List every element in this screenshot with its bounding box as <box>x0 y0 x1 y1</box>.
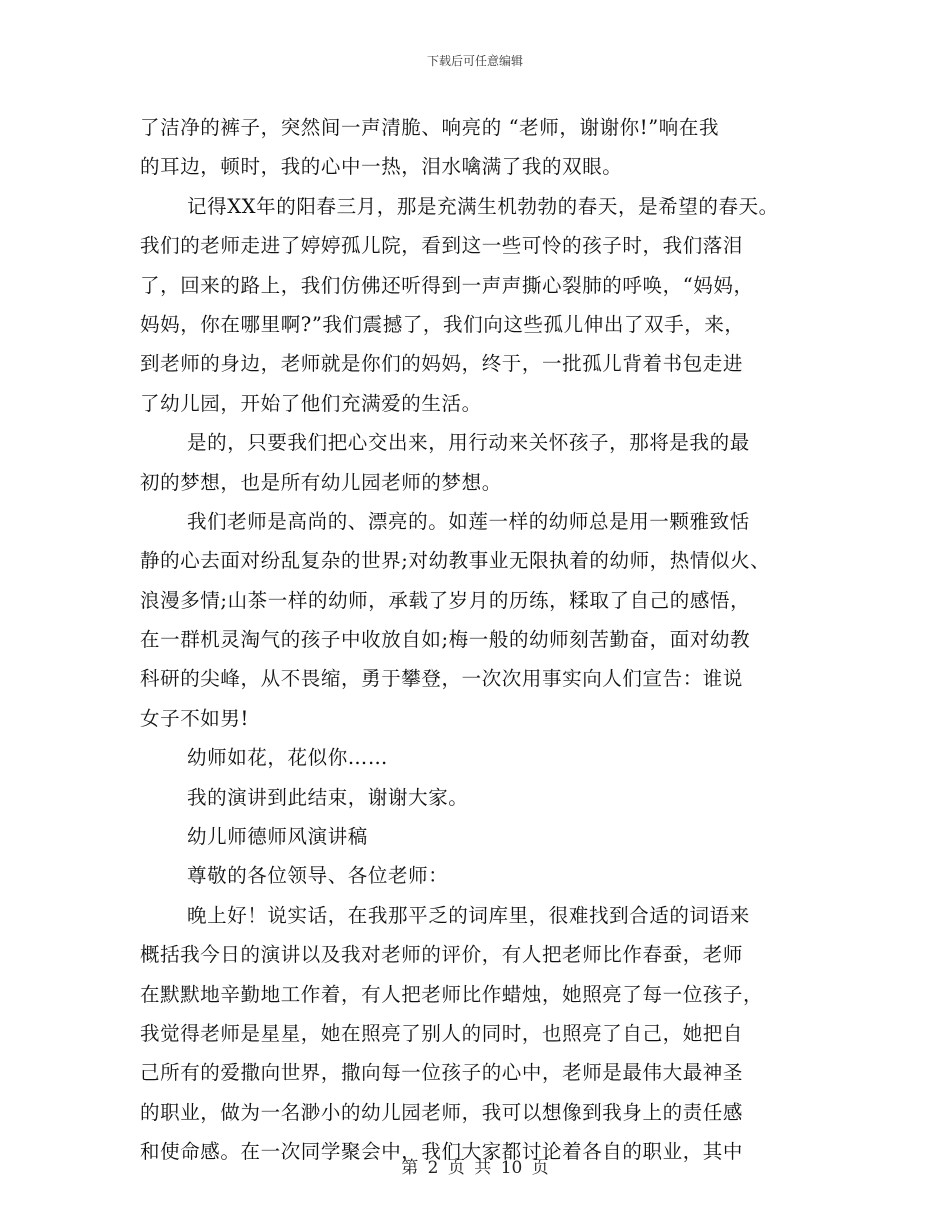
page-header: 下载后可任意编辑 <box>426 54 523 68</box>
text-line: 概括我今日的演讲以及我对老师的评价，有人把老师比作春蚕，老师 <box>140 943 744 967</box>
text-line: 女子不如男! <box>140 706 249 730</box>
text-line: 我的演讲到此结束，谢谢大家。 <box>187 785 469 809</box>
document-body <box>140 108 830 1172</box>
text-line: 科研的尖峰，从不畏缩，勇于攀登，一次次用事实向人们宣告：谁说 <box>140 667 744 691</box>
text-line: 尊敬的各位领导、各位老师： <box>187 864 449 888</box>
text-line: 在一群机灵淘气的孩子中收放自如;梅一般的幼师刻苦勤奋，面对幼教 <box>140 628 751 652</box>
text-line: 晚上好！说实话，在我那平乏的词库里，很难找到合适的词语来 <box>187 903 750 927</box>
text-line: 是的，只要我们把心交出来，用行动来关怀孩子，那将是我的最 <box>187 431 750 455</box>
text-line: 到老师的身边，老师就是你们的妈妈，终于，一批孤儿背着书包走进 <box>140 352 744 376</box>
text-line: 了洁净的裤子，突然间一声清脆、响亮的 “老师，谢谢你!”响在我 <box>140 116 720 139</box>
text-line: 妈妈，你在哪里啊?”我们震撼了，我们向这些孤儿伸出了双手，来， <box>140 312 745 336</box>
text-line: 初的梦想，也是所有幼儿园老师的梦想。 <box>140 470 502 494</box>
text-line: 幼师如花，花似你…… <box>187 746 389 770</box>
text-line: 我们老师是高尚的、漂亮的。如莲一样的幼师总是用一颗雅致恬 <box>187 509 750 533</box>
text-line: 己所有的爱撒向世界，撒向每一位孩子的心中，老师是最伟大最神圣 <box>140 1061 744 1085</box>
text-line: 我觉得老师是星星，她在照亮了别人的同时，也照亮了自己，她把自 <box>140 1021 744 1045</box>
text-line: 我们的老师走进了婷婷孤儿院，看到这一些可怜的孩子时，我们落泪 <box>140 234 744 258</box>
text-line: 的耳边，顿时，我的心中一热，泪水噙满了我的双眼。 <box>140 155 623 179</box>
text-line: 了，回来的路上，我们仿佛还听得到一声声撕心裂肺的呼唤，“妈妈， <box>140 273 754 297</box>
text-line: 静的心去面对纷乱复杂的世界;对幼教事业无限执着的幼师，热情似火、 <box>140 549 771 573</box>
text-line: 幼儿师德师风演讲稿 <box>187 825 368 849</box>
page-footer: 第 2 页 共 10 页 <box>401 1158 549 1178</box>
text-line: 浪漫多情;山茶一样的幼师，承载了岁月的历练，糅取了自己的感悟， <box>140 588 751 612</box>
text-line: 在默默地辛勤地工作着，有人把老师比作蜡烛，她照亮了每一位孩子， <box>140 982 764 1006</box>
text-line: 的职业，做为一名渺小的幼儿园老师，我可以想像到我身上的责任感 <box>140 1100 744 1124</box>
text-line: 和使命感。在一次同学聚会中，我们大家都讨论着各自的职业，其中 <box>140 1140 744 1164</box>
text-line: 了幼儿园，开始了他们充满爱的生活。 <box>140 391 482 415</box>
text-line: 记得XX年的阳春三月，那是充满生机勃勃的春天，是希望的春天。 <box>187 194 779 218</box>
